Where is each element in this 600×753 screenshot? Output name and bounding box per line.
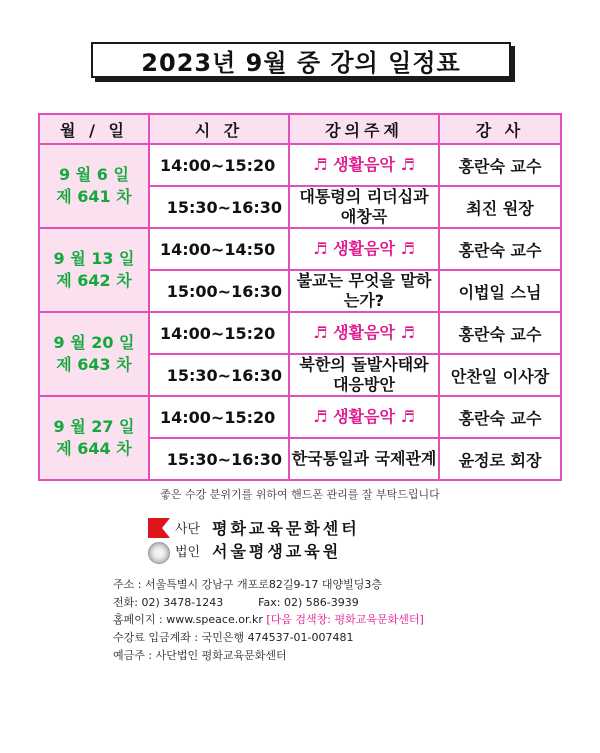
time-cell: 14:00~15:20 [149, 396, 289, 438]
time-cell: 15:30~16:30 [149, 438, 289, 480]
search-hint: [다음 검색창: 평화교육문화센터] [266, 613, 424, 626]
address-text: 주소 : 서울특별시 강남구 개포로82길9-17 대양빌딩3층 [113, 578, 383, 591]
session-date [39, 312, 149, 396]
time-cell: 15:30~16:30 [149, 186, 289, 228]
session-date [39, 144, 149, 228]
phone-text: 전화: 02) 3478-1243 [113, 596, 224, 609]
table-row [39, 312, 561, 354]
topic-cell: ♬ 생활음악 ♬ [289, 396, 439, 438]
table-row [39, 144, 561, 186]
header-topic: 강의주제 [289, 114, 439, 144]
topic-cell: 불교는 무엇을 말하는가? [289, 270, 439, 312]
time-cell: 14:00~15:20 [149, 312, 289, 354]
emblem-icon [148, 542, 170, 564]
date-text: 9 월 20 일 [53, 333, 135, 352]
header-lecturer: 강 사 [439, 114, 561, 144]
session-date [39, 396, 149, 480]
table-row [39, 228, 561, 270]
topic-cell: ♬ 생활음악 ♬ [289, 144, 439, 186]
session-date [39, 228, 149, 312]
org-type-line1: 사단 [175, 522, 201, 537]
session-number: 제 643 차 [56, 355, 132, 374]
homepage-line [113, 611, 424, 627]
lecturer-cell: 홍란숙 교수 [439, 228, 561, 270]
topic-cell: 북한의 돌발사태와 대응방안 [289, 354, 439, 396]
topic-cell: ♬ 생활음악 ♬ [289, 228, 439, 270]
date-text: 9 월 6 일 [59, 165, 129, 184]
time-cell: 15:00~16:30 [149, 270, 289, 312]
header-date: 월 / 일 [39, 114, 149, 144]
lecturer-cell: 안찬일 이사장 [439, 354, 561, 396]
lecturer-cell: 최진 원장 [439, 186, 561, 228]
table-row [39, 396, 561, 438]
header-time: 시 간 [149, 114, 289, 144]
org-name-primary: 평화교육문화센터 [212, 519, 360, 538]
holder-text: 예금주 : 사단법인 평화교육문화센터 [113, 649, 287, 662]
session-number: 제 641 차 [56, 187, 132, 206]
page-title: 2023년 9월 중 강의 일정표 [91, 42, 511, 78]
flag-icon [148, 518, 170, 538]
lecturer-cell: 홍란숙 교수 [439, 144, 561, 186]
org-name-secondary: 서울평생교육원 [212, 542, 342, 561]
date-text: 9 월 13 일 [53, 249, 135, 268]
homepage-link[interactable]: 홈페이지 : www.speace.or.kr [113, 613, 263, 626]
table-header-row [39, 114, 561, 144]
fax-text: Fax: 02) 586-3939 [258, 596, 359, 609]
topic-cell: 대통령의 리더십과 애창곡 [289, 186, 439, 228]
time-cell: 15:30~16:30 [149, 354, 289, 396]
date-text: 9 월 27 일 [53, 417, 135, 436]
schedule-table [38, 113, 562, 481]
organization-logo [148, 514, 418, 564]
lecturer-cell: 윤정로 회장 [439, 438, 561, 480]
topic-cell: ♬ 생활음악 ♬ [289, 312, 439, 354]
contact-line [113, 594, 359, 610]
topic-cell: 한국통일과 국제관계 [289, 438, 439, 480]
session-number: 제 644 차 [56, 439, 132, 458]
org-type-line2: 법인 [175, 545, 201, 560]
lecturer-cell: 이법일 스님 [439, 270, 561, 312]
phone-notice: 좋은 수강 분위기를 위하여 핸드폰 관리를 잘 부탁드립니다 [160, 488, 440, 501]
time-cell: 14:00~14:50 [149, 228, 289, 270]
time-cell: 14:00~15:20 [149, 144, 289, 186]
lecturer-cell: 홍란숙 교수 [439, 312, 561, 354]
account-text: 수강료 입금계좌 : 국민은행 474537-01-007481 [113, 631, 354, 644]
session-number: 제 642 차 [56, 271, 132, 290]
lecturer-cell: 홍란숙 교수 [439, 396, 561, 438]
